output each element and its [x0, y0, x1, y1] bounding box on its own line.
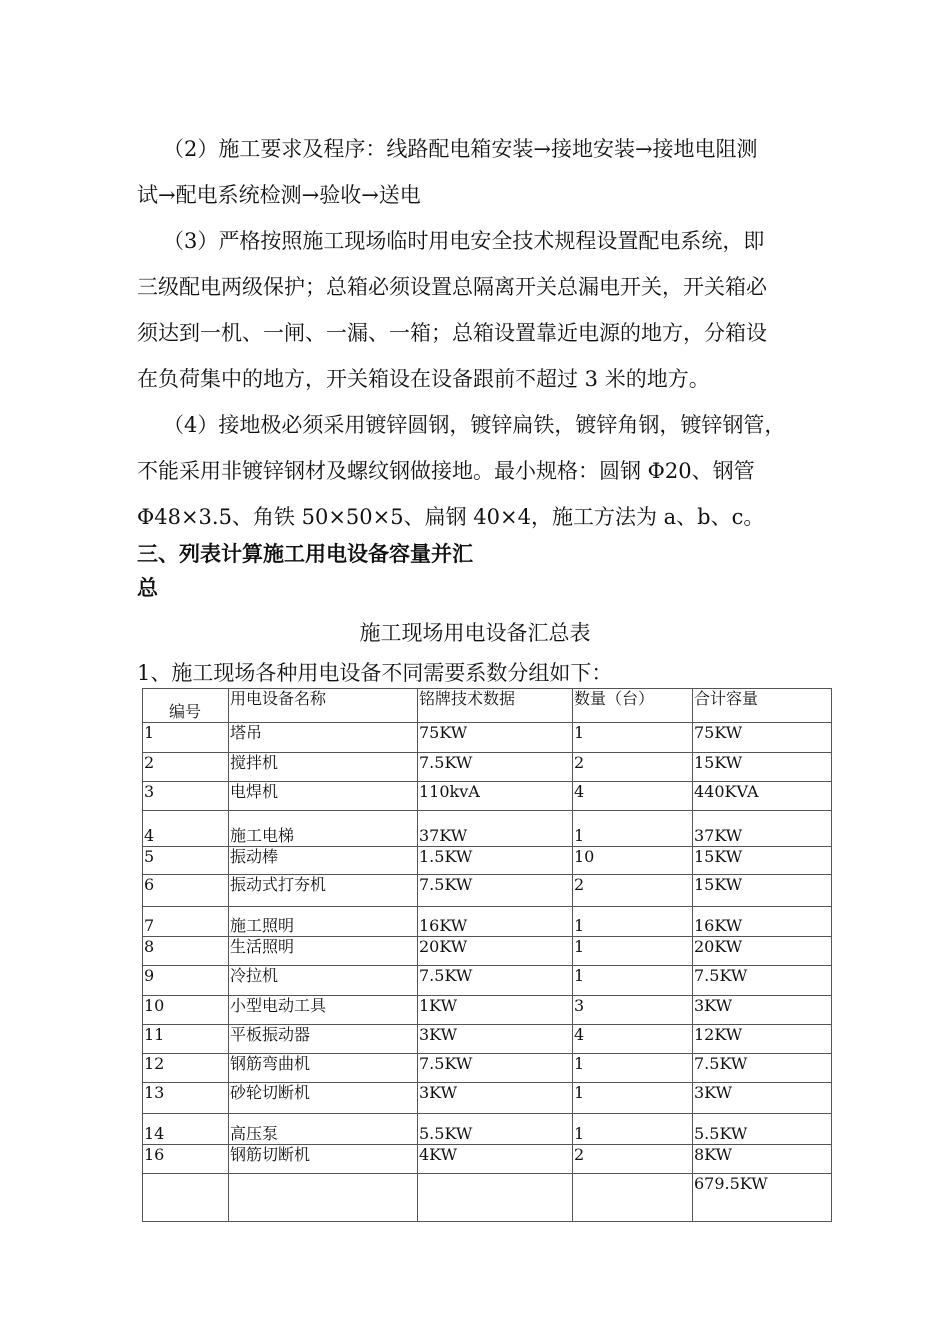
header-cell-number: 编号	[143, 689, 229, 723]
table-row	[143, 1083, 832, 1114]
table-cell: 3	[573, 996, 693, 1025]
table-cell: 16	[143, 1145, 229, 1174]
table-cell: 1	[573, 907, 693, 937]
table-cell: 12KW	[693, 1025, 832, 1054]
table-cell: 搅拌机	[229, 753, 418, 782]
table-cell: 1	[573, 811, 693, 847]
paragraph-line: Φ48×3.5、角铁 50×50×5、扁钢 40×4，施工方法为 a、b、c。	[137, 505, 765, 529]
table-cell: 7.5KW	[418, 1054, 573, 1083]
table-total-row	[143, 1174, 832, 1222]
table-cell: 4	[573, 1025, 693, 1054]
table-subtitle: 1、施工现场各种用电设备不同需要系数分组如下：	[137, 661, 613, 685]
section-heading	[137, 537, 557, 605]
table-row	[143, 907, 832, 937]
table-cell: 1	[573, 1114, 693, 1145]
table-cell: 1	[573, 966, 693, 996]
table-row	[143, 996, 832, 1025]
table-cell: 9	[143, 966, 229, 996]
table-header-row	[143, 689, 832, 723]
paragraph-line: （2）施工要求及程序：线路配电箱安装→接地安装→接地电阻测	[163, 137, 758, 161]
table-cell: 高压泵	[229, 1114, 418, 1145]
table-cell: 2	[573, 753, 693, 782]
paragraph-line: （3）严格按照施工现场临时用电安全技术规程设置配电系统，即	[163, 229, 765, 253]
table-row	[143, 723, 832, 753]
table-cell: 塔吊	[229, 723, 418, 753]
table-cell: 13	[143, 1083, 229, 1114]
table-cell: 砂轮切断机	[229, 1083, 418, 1114]
header-cell-quantity: 数量（台）	[573, 689, 693, 723]
table-cell: 5	[143, 847, 229, 875]
table-cell: 20KW	[418, 937, 573, 966]
table-cell: 37KW	[693, 811, 832, 847]
table-cell: 4	[143, 811, 229, 847]
table-cell: 2	[573, 875, 693, 907]
paragraph-line: 三级配电两级保护；总箱必须设置总隔离开关总漏电开关，开关箱必	[137, 275, 767, 299]
table-cell: 2	[573, 1145, 693, 1174]
table-cell: 5.5KW	[418, 1114, 573, 1145]
table-cell: 1	[573, 723, 693, 753]
table-cell: 3KW	[418, 1083, 573, 1114]
table-cell: 7.5KW	[418, 875, 573, 907]
table-cell: 7.5KW	[418, 966, 573, 996]
table-row	[143, 782, 832, 811]
table-cell: 3KW	[693, 1083, 832, 1114]
table-cell: 钢筋弯曲机	[229, 1054, 418, 1083]
table-row	[143, 1114, 832, 1145]
table-cell: 12	[143, 1054, 229, 1083]
table-cell: 7.5KW	[418, 753, 573, 782]
table-cell: 1	[573, 937, 693, 966]
paragraph-4	[137, 402, 837, 540]
paragraph-2	[137, 126, 837, 218]
table-cell: 施工照明	[229, 907, 418, 937]
table-cell: 1	[143, 723, 229, 753]
table-cell: 1	[573, 1054, 693, 1083]
table-row	[143, 966, 832, 996]
table-row	[143, 937, 832, 966]
table-cell: 3KW	[418, 1025, 573, 1054]
table-cell: 电焊机	[229, 782, 418, 811]
table-row	[143, 1054, 832, 1083]
table-cell: 1.5KW	[418, 847, 573, 875]
table-cell	[143, 1174, 229, 1222]
table-cell: 15KW	[693, 753, 832, 782]
table-cell: 5.5KW	[693, 1114, 832, 1145]
table-cell: 37KW	[418, 811, 573, 847]
table-cell: 3	[143, 782, 229, 811]
table-cell: 7.5KW	[693, 966, 832, 996]
table-cell: 75KW	[418, 723, 573, 753]
table-cell: 440KVA	[693, 782, 832, 811]
table-cell: 1KW	[418, 996, 573, 1025]
table-cell: 2	[143, 753, 229, 782]
table-row	[143, 1145, 832, 1174]
table-cell: 75KW	[693, 723, 832, 753]
table-cell: 7.5KW	[693, 1054, 832, 1083]
section-heading-line: 三、列表计算施工用电设备容量并汇	[137, 542, 473, 566]
paragraph-line: 在负荷集中的地方，开关箱设在设备跟前不超过 3 米的地方。	[137, 367, 710, 391]
paragraph-line: 不能采用非镀锌钢材及螺纹钢做接地。最小规格：圆钢 Φ20、钢管	[137, 459, 755, 483]
table-cell: 14	[143, 1114, 229, 1145]
paragraph-3	[137, 218, 837, 402]
table-cell: 8	[143, 937, 229, 966]
table-row	[143, 753, 832, 782]
table-cell: 4	[573, 782, 693, 811]
table-cell: 钢筋切断机	[229, 1145, 418, 1174]
table-cell: 4KW	[418, 1145, 573, 1174]
table-row	[143, 875, 832, 907]
table-row	[143, 811, 832, 847]
table-cell: 平板振动器	[229, 1025, 418, 1054]
table-cell: 16KW	[418, 907, 573, 937]
table-cell: 振动棒	[229, 847, 418, 875]
table-cell: 10	[573, 847, 693, 875]
table-cell	[229, 1174, 418, 1222]
equipment-table	[142, 688, 832, 1222]
table-cell: 10	[143, 996, 229, 1025]
table-cell: 生活照明	[229, 937, 418, 966]
paragraph-line: 须达到一机、一闸、一漏、一箱；总箱设置靠近电源的地方，分箱设	[137, 321, 767, 345]
table-title: 施工现场用电设备汇总表	[359, 621, 591, 645]
table-cell: 振动式打夯机	[229, 875, 418, 907]
header-cell-total: 合计容量	[693, 689, 832, 723]
section-heading-line: 总	[137, 576, 158, 600]
table-cell: 冷拉机	[229, 966, 418, 996]
header-cell-spec: 铭牌技术数据	[418, 689, 573, 723]
table-cell: 16KW	[693, 907, 832, 937]
paragraph-line: （4）接地极必须采用镀锌圆钢，镀锌扁铁，镀锌角钢，镀锌钢管，	[163, 413, 786, 437]
table-cell: 7	[143, 907, 229, 937]
header-cell-name: 用电设备名称	[229, 689, 418, 723]
table-cell: 小型电动工具	[229, 996, 418, 1025]
table-cell	[418, 1174, 573, 1222]
table-cell: 施工电梯	[229, 811, 418, 847]
table-cell: 15KW	[693, 875, 832, 907]
paragraph-line: 试→配电系统检测→验收→送电	[137, 183, 421, 207]
table-cell: 20KW	[693, 937, 832, 966]
table-cell: 11	[143, 1025, 229, 1054]
table-cell	[573, 1174, 693, 1222]
table-row	[143, 1025, 832, 1054]
table-cell: 1	[573, 1083, 693, 1114]
table-cell: 110kvA	[418, 782, 573, 811]
table-cell: 15KW	[693, 847, 832, 875]
total-capacity-cell: 679.5KW	[693, 1174, 832, 1222]
table-cell: 6	[143, 875, 229, 907]
table-row	[143, 847, 832, 875]
table-cell: 8KW	[693, 1145, 832, 1174]
table-cell: 3KW	[693, 996, 832, 1025]
